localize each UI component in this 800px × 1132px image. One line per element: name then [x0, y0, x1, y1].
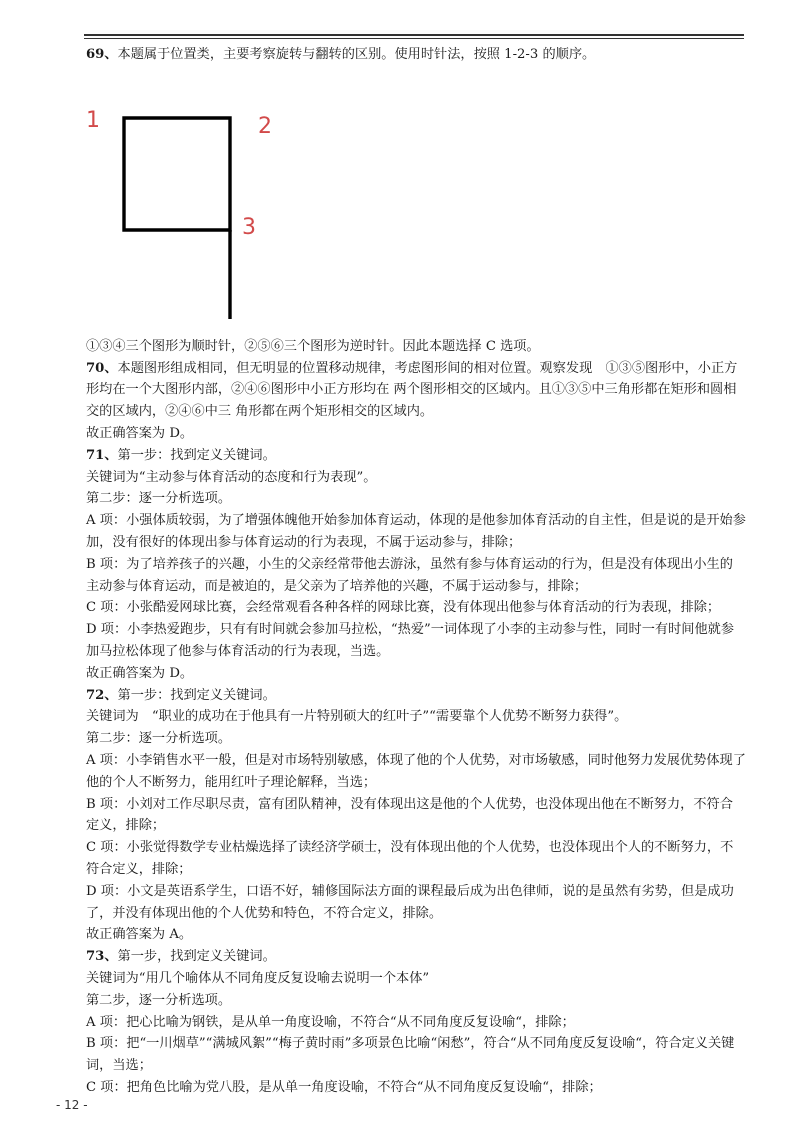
point-label-2: 2	[258, 113, 272, 139]
point-label-1: 1	[86, 107, 100, 133]
q69-text: 本题属于位置类，主要考察旋转与翻转的区别。使用时针法，按照 1-2-3 的顺序。	[117, 47, 596, 62]
q73-option-a: A 项：把心比喻为钢铁，是从单一角度设喻，不符合“从不同角度反复设喻“，排除；	[86, 1014, 575, 1030]
q72-step1-text: 第一步：找到定义关键词。	[117, 687, 276, 703]
q70-number: 70、	[86, 360, 118, 376]
q73-option-c: C 项：把角色比喻为党八股，是从单一角度设喻，不符合“从不同角度反复设喻“，排除；	[86, 1079, 602, 1095]
q69-number: 69、	[86, 47, 118, 62]
q73-step2: 第二步，逐一分析选项。	[86, 992, 232, 1008]
q71-option-c: C 项：小张酷爱网球比赛，会经常观看各种各样的网球比赛，没有体现出他参与体育活动的行为表现，排除；	[86, 600, 721, 616]
q71-answer: 故正确答案为 D。	[86, 665, 194, 681]
header-rule-thick	[84, 34, 744, 36]
page-content	[86, 44, 746, 1099]
page-number: - 12 -	[56, 1098, 88, 1112]
q71-option-d: D 项：小李热爱跑步，只有有时间就会参加马拉松，“热爱”一词体现了小李的主动参与性，同时一有时间他就参加马拉松体现了他参与体育活动的行为表现，当选。	[86, 622, 735, 659]
q69-figure	[86, 66, 746, 336]
q71-step1	[86, 445, 746, 467]
q72-option-c: C 项：小张觉得数学专业枯燥选择了读经济学硕士，没有体现出他的个人优势，也没体现出个人的不断努力，不符合定义，排除；	[86, 840, 734, 877]
q73-step1	[86, 946, 746, 968]
q70-paragraph	[86, 358, 746, 423]
q71-step1-text: 第一步：找到定义关键词。	[117, 447, 276, 463]
point-label-3: 3	[242, 214, 256, 240]
q71-number: 71、	[86, 447, 118, 463]
q72-step1	[86, 685, 746, 707]
q69-paragraph	[86, 44, 746, 66]
q73-step1-text: 第一步，找到定义关键词。	[117, 949, 276, 965]
q72-option-a: A 项：小李销售水平一般，但是对市场特别敏感，体现了他的个人优势，对市场敏感，同时他努力发展优势体现了他的个人不断努力，能用红叶子理论解释，当选；	[86, 752, 746, 790]
q69-conclusion: ①③④三个图形为顺时针，②⑤⑥三个图形为逆时针。因此本题选择 C 选项。	[86, 338, 540, 354]
q71-step2: 第二步：逐一分析选项。	[86, 491, 232, 507]
q70-answer: 故正确答案为 D。	[86, 425, 194, 441]
q70-text: 本题图形组成相同，但无明显的位置移动规律，考虑图形间的相对位置。观察发现 ①③⑤图形中，小正方形均在一个大图形内部，②④⑥图形中小正方形均在 两个图形相交的区域内。且①③⑤中三角形都在矩形和圆相交的区域内，②④⑥中三 角形都在两个矩形相交的区域内。	[86, 360, 738, 420]
q72-keyword: 关键词为 “职业的成功在于他具有一片特别硕大的红叶子”“需要靠个人优势不断努力获得”。	[86, 709, 628, 725]
q72-option-b: B 项：小刘对工作尽职尽责，富有团队精神，没有体现出这是他的个人优势，也没体现出他在不断努力，不符合定义，排除；	[86, 796, 733, 834]
q71-option-a: A 项：小强体质较弱，为了增强体魄他开始参加体育运动，体现的是他参加体育活动的自主性，但是说的是开始参加，没有很好的体现出参与体育运动的行为表现，不属于运动参与，排除；	[86, 513, 746, 550]
q71-option-b: B 项：为了培养孩子的兴趣，小生的父亲经常带他去游泳，虽然有参与体育运动的行为，但是没有体现出小生的主动参与体育运动，而是被迫的，是父亲为了培养他的兴趣，不属于运动参与，排除；	[86, 556, 733, 594]
q73-number: 73、	[86, 949, 118, 965]
clock-method-diagram	[86, 66, 746, 336]
q72-answer: 故正确答案为 A。	[86, 927, 193, 943]
q73-keyword: 关键词为“用几个喻体从不同角度反复设喻去说明一个本体”	[86, 970, 430, 986]
q72-number: 72、	[86, 687, 118, 703]
q72-step2: 第二步：逐一分析选项。	[86, 731, 232, 747]
q73-option-b: B 项：把“一川烟草”“满城风絮”“梅子黄时雨”多项景色比喻“闲愁”，符合“从不同角度反复设喻“，符合定义关键词，当选；	[86, 1036, 735, 1074]
header-rule-thin	[84, 38, 744, 39]
q71-keyword: 关键词为“主动参与体育活动的态度和行为表现”。	[86, 469, 377, 485]
q72-option-d: D 项：小文是英语系学生，口语不好，辅修国际法方面的课程最后成为出色律师，说的是虽然有劣势，但是成功了，并没有体现出他的个人优势和特色，不符合定义，排除。	[86, 883, 734, 921]
